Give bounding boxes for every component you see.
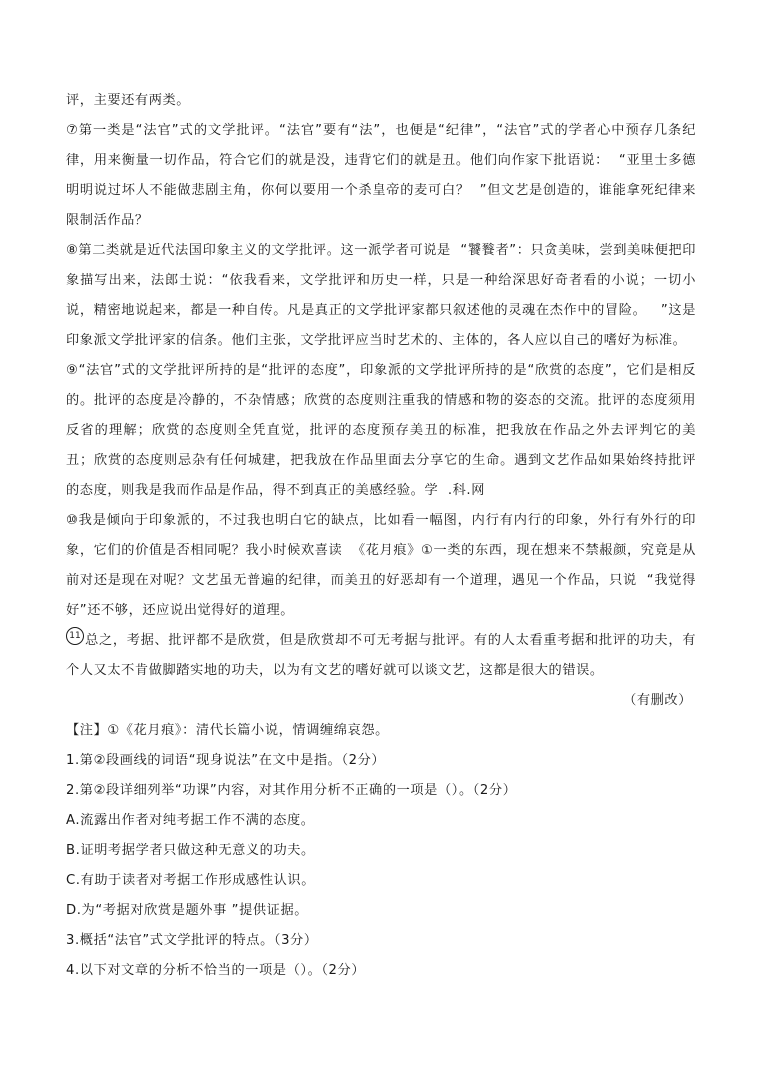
- question-2-option-d: D.为“考据对欣赏是题外事 ”提供证据。: [66, 903, 309, 918]
- paragraph-8: ⑧第二类就是近代法国印象主义的文学批评。这一派学者可说是 “饕餮者”：只贪美味，尝到美味便把印象描写出来，法郎士说：“依我看来，文学批评和历史一样，只是一种给深思好奇者看的小说；一切小说，精密地说起来，都是一种自传。凡是真正的文学批评家都只叙述他的灵魂在杰作中的冒险。 ”这是印象派文学批评家的信条。他们主张，文学批评应当时艺术的、主体的，各人应以自己的嗜好为标准。: [66, 243, 696, 348]
- question-3: 3.概括“法官”式文学批评的特点。（3分）: [66, 933, 318, 948]
- paragraph-11-text: 总之，考据、批评都不是欣赏，但是欣赏却不可无考据与批评。有的人太看重考据和批评的功夫，有个人又太不肯做脚踏实地的功夫，以为有文艺的嗜好就可以谈文艺，这都是很大的错误。: [66, 633, 696, 678]
- question-1: 1.第②段画线的词语“现身说法”在文中是指。（2分）: [66, 753, 386, 768]
- annotation: 【注】①《花月痕》：清代长篇小说，情调缠绵哀怨。: [66, 723, 389, 738]
- paragraph-9: ⑨“法官”式的文学批评所持的是“批评的态度”，印象派的文学批评所持的是“欣赏的态度”，它们是相反的。批评的态度是冷静的，不杂情感；欣赏的态度则注重我的情感和物的姿态的交流。批评的态度须用反省的理解；欣赏的态度则全凭直觉，批评的态度预存美丑的标准，把我放在作品之外去评判它的美丑；欣赏的态度则忌杂有任何城建，把我放在作品里面去分享它的生命。遇到文艺作品如果始终持批评的态度，则我是我而作品是作品，得不到真正的美感经验。学 .科.网: [66, 363, 696, 498]
- source-note: （有删改）: [623, 693, 692, 708]
- paragraph-11-marker: 11: [66, 627, 84, 645]
- question-4: 4.以下对文章的分析不恰当的一项是（）。（2分）: [66, 963, 366, 978]
- paragraph-10: ⑩我是倾向于印象派的，不过我也明白它的缺点，比如看一幅图，内行有内行的印象，外行有外行的印象，它们的价值是否相同呢？我小时候欢喜读 《花月痕》①一类的东西，现在想来不禁赧颜，究竟是从前对还是现在对呢？文艺虽无普遍的纪律，而美丑的好恶却有一个道理，遇见一个作品，只说 “我觉得好”还不够，还应说出觉得好的道理。: [66, 513, 696, 618]
- document-page: [66, 86, 696, 986]
- paragraph-intro-tail: 评，主要还有两类。: [66, 93, 191, 108]
- question-2-option-a: A.流露出作者对纯考据工作不满的态度。: [66, 813, 315, 828]
- question-2-option-b: B.证明考据学者只做这种无意义的功夫。: [66, 843, 315, 858]
- paragraph-7: ⑦第一类是“法官”式的文学批评。“法官”要有“法”，也便是“纪律”，“法官”式的学者心中预存几条纪律，用来衡量一切作品，符合它们的就是没，违背它们的就是丑。他们向作家下批语说： “亚里士多德明明说过坏人不能做悲剧主角，你何以要用一个杀皇帝的麦可白？ ”但文艺是创造的，谁能拿死纪律来限制活作品？: [66, 123, 696, 228]
- paragraph-11: [66, 626, 696, 686]
- question-2: 2.第②段详细列举“功课”内容，对其作用分析不正确的一项是（）。（2分）: [66, 783, 517, 798]
- question-2-option-c: C.有助于读者对考据工作形成感性认识。: [66, 873, 315, 888]
